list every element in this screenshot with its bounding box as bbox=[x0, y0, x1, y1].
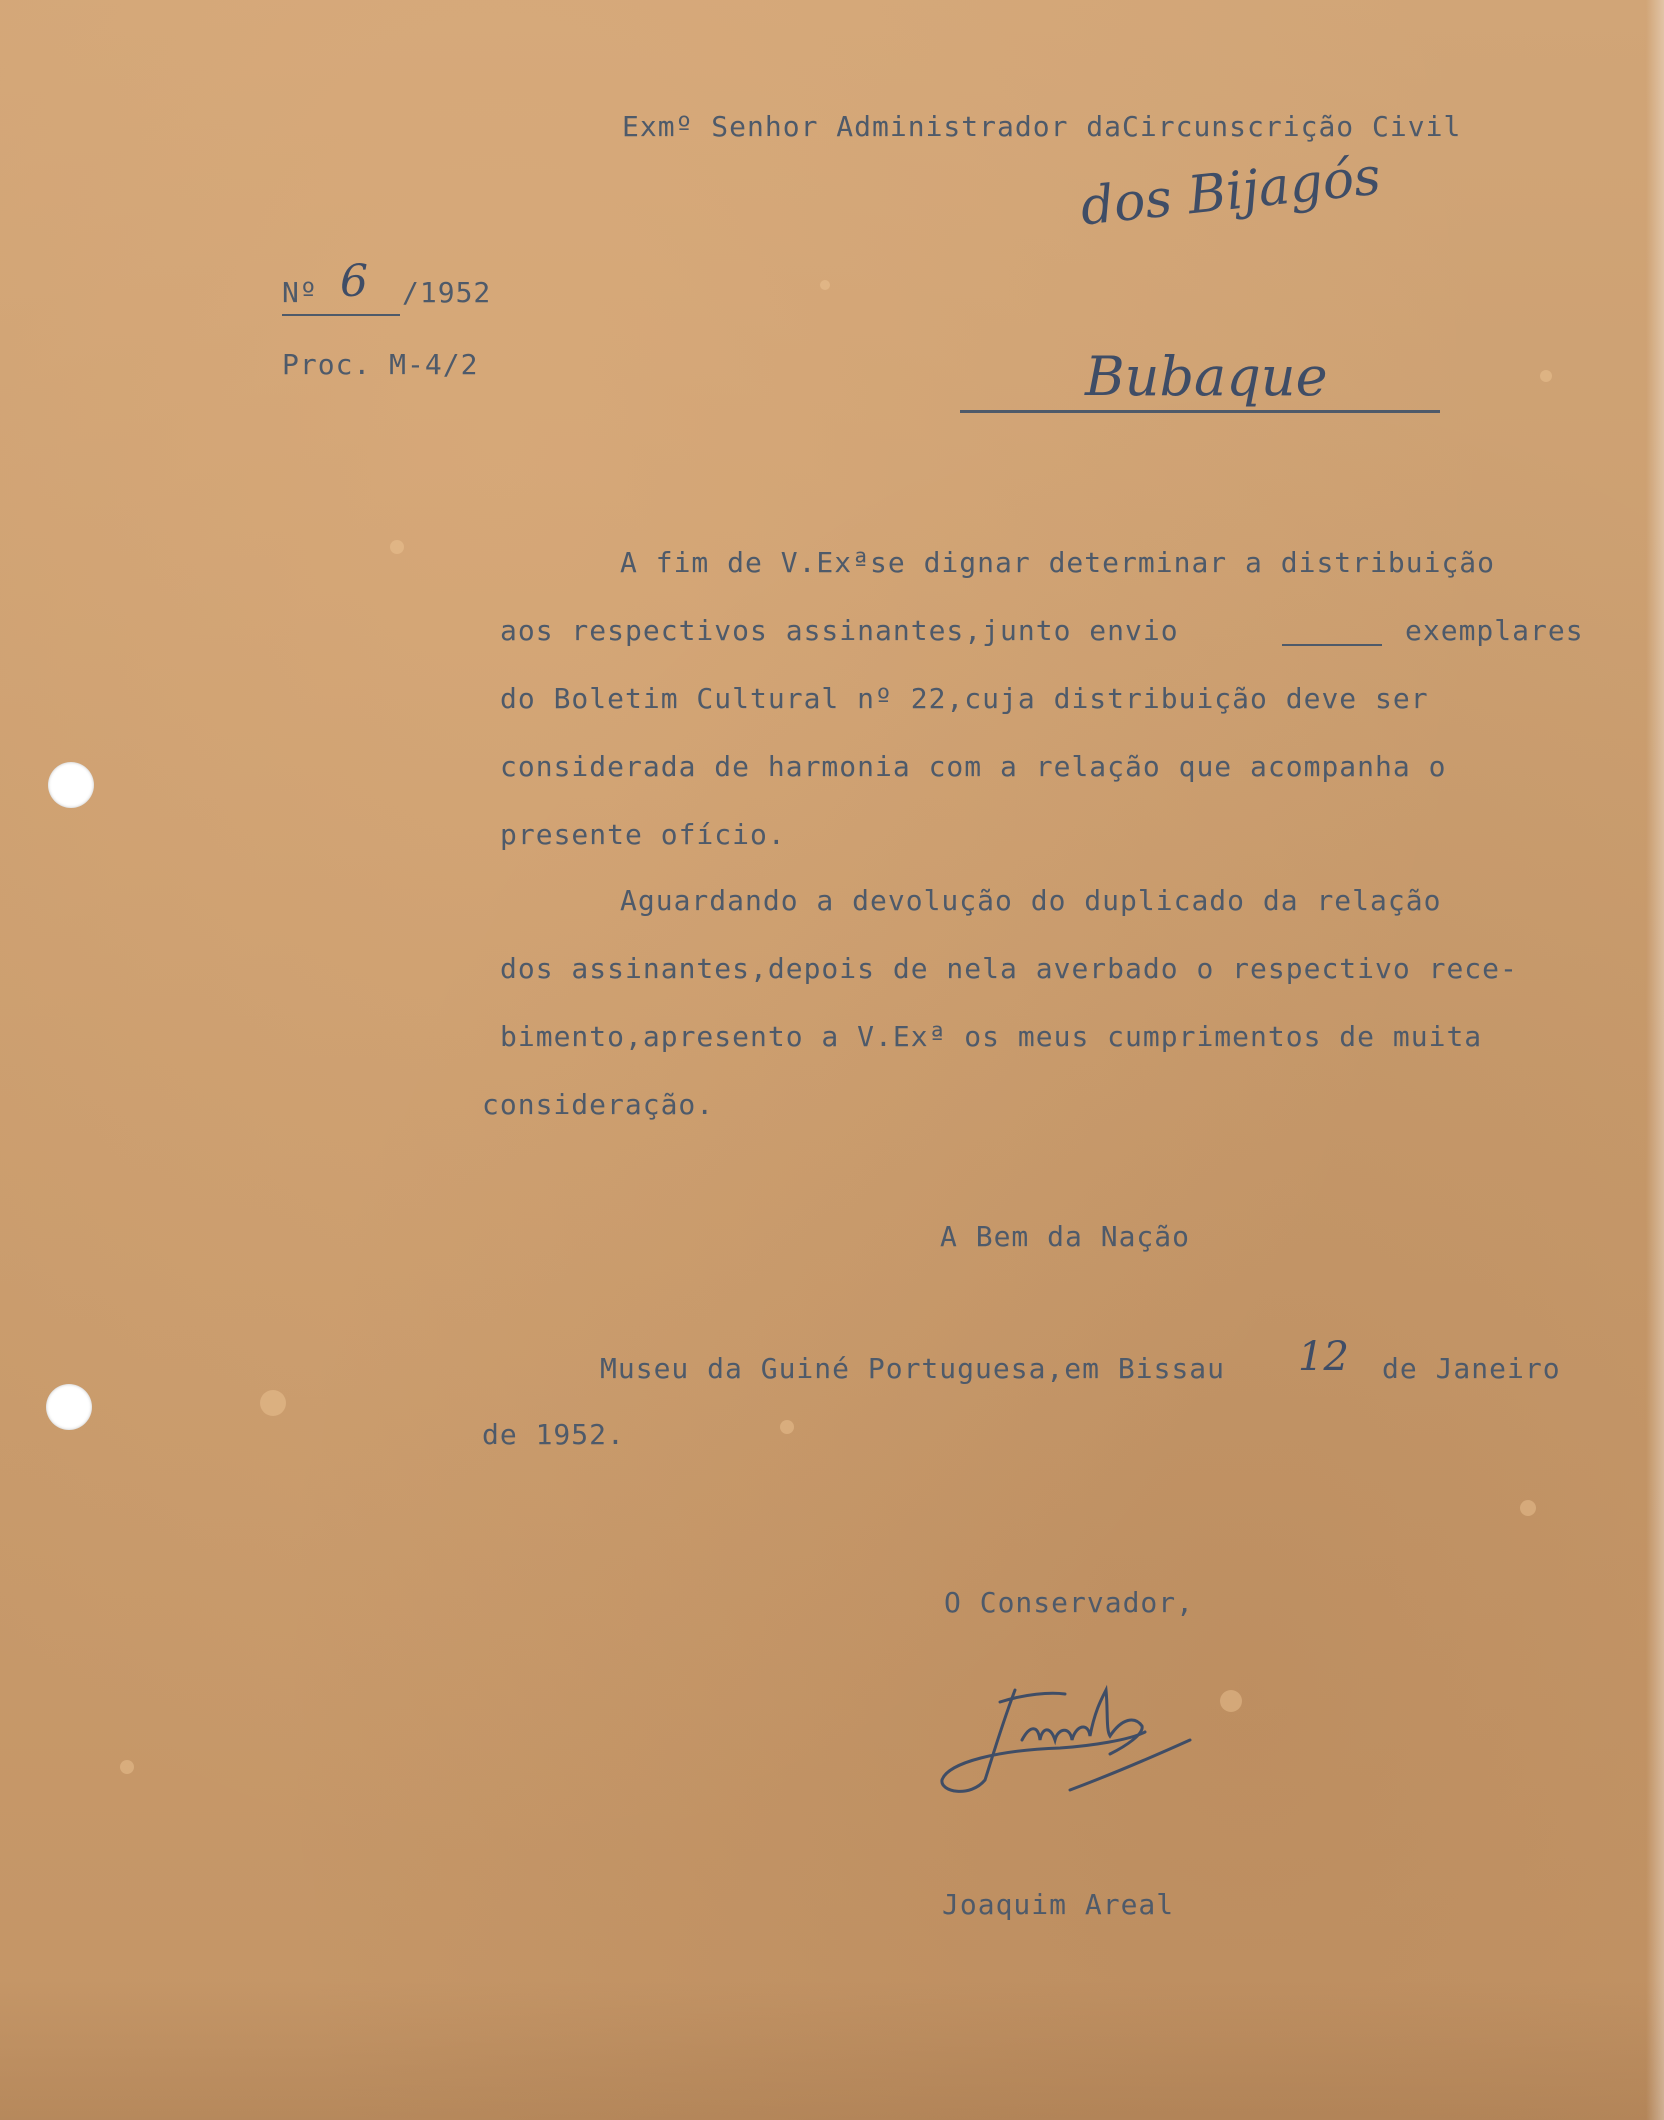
place-date-line: de 1952. bbox=[482, 1418, 625, 1451]
reference-number-handwritten: 6 bbox=[340, 256, 368, 307]
blank-field-line bbox=[1282, 644, 1382, 646]
paper-speck bbox=[390, 540, 404, 554]
body-line: Aguardando a devolução do duplicado da relação bbox=[620, 884, 1442, 917]
salutation: A Bem da Nação bbox=[940, 1220, 1191, 1253]
body-line: consideração. bbox=[482, 1088, 715, 1121]
punch-hole bbox=[46, 1384, 92, 1430]
body-line: exemplares bbox=[1405, 614, 1584, 647]
place-date-line: Museu da Guiné Portuguesa,em Bissau bbox=[600, 1352, 1226, 1385]
reference-number-prefix: Nº bbox=[282, 276, 318, 309]
body-line: bimento,apresento a V.Exª os meus cumprimentos de muita bbox=[500, 1020, 1483, 1053]
paper-speck bbox=[260, 1390, 286, 1416]
addressee-line: Exmº Senhor Administrador daCircunscrição Civil bbox=[622, 110, 1462, 143]
paper-speck bbox=[820, 280, 830, 290]
paper-speck bbox=[1220, 1690, 1242, 1712]
paper-edge bbox=[1646, 0, 1664, 2120]
body-line: dos assinantes,depois de nela averbado o respectivo rece- bbox=[500, 952, 1518, 985]
signatory-role: O Conservador, bbox=[944, 1586, 1195, 1619]
signatory-name: Joaquim Areal bbox=[942, 1888, 1175, 1921]
punch-hole bbox=[48, 762, 94, 808]
place-date-line: de Janeiro bbox=[1382, 1352, 1561, 1385]
paper-speck bbox=[120, 1760, 134, 1774]
body-line: presente ofício. bbox=[500, 818, 786, 851]
reference-number-year: /1952 bbox=[402, 276, 492, 309]
paper-speck bbox=[780, 1420, 794, 1434]
body-line: do Boletim Cultural nº 22,cuja distribuição deve ser bbox=[500, 682, 1429, 715]
body-line: considerada de harmonia com a relação que acompanha o bbox=[500, 750, 1447, 783]
body-line: aos respectivos assinantes,junto envio bbox=[500, 614, 1179, 647]
place-underline bbox=[960, 410, 1440, 413]
paper-fold-shading bbox=[0, 1980, 1664, 2120]
signature bbox=[930, 1670, 1210, 1810]
body-line: A fim de V.Exªse dignar determinar a distribuição bbox=[620, 546, 1496, 579]
paper-speck bbox=[1520, 1500, 1536, 1516]
date-day-handwritten: 12 bbox=[1298, 1334, 1349, 1380]
process-reference: Proc. M-4/2 bbox=[282, 348, 479, 381]
addressee-handwritten: dos Bijagós bbox=[1077, 146, 1384, 238]
paper-speck bbox=[1540, 370, 1552, 382]
place-handwritten: Bubaque bbox=[1085, 345, 1328, 408]
reference-number-underline bbox=[282, 314, 400, 316]
